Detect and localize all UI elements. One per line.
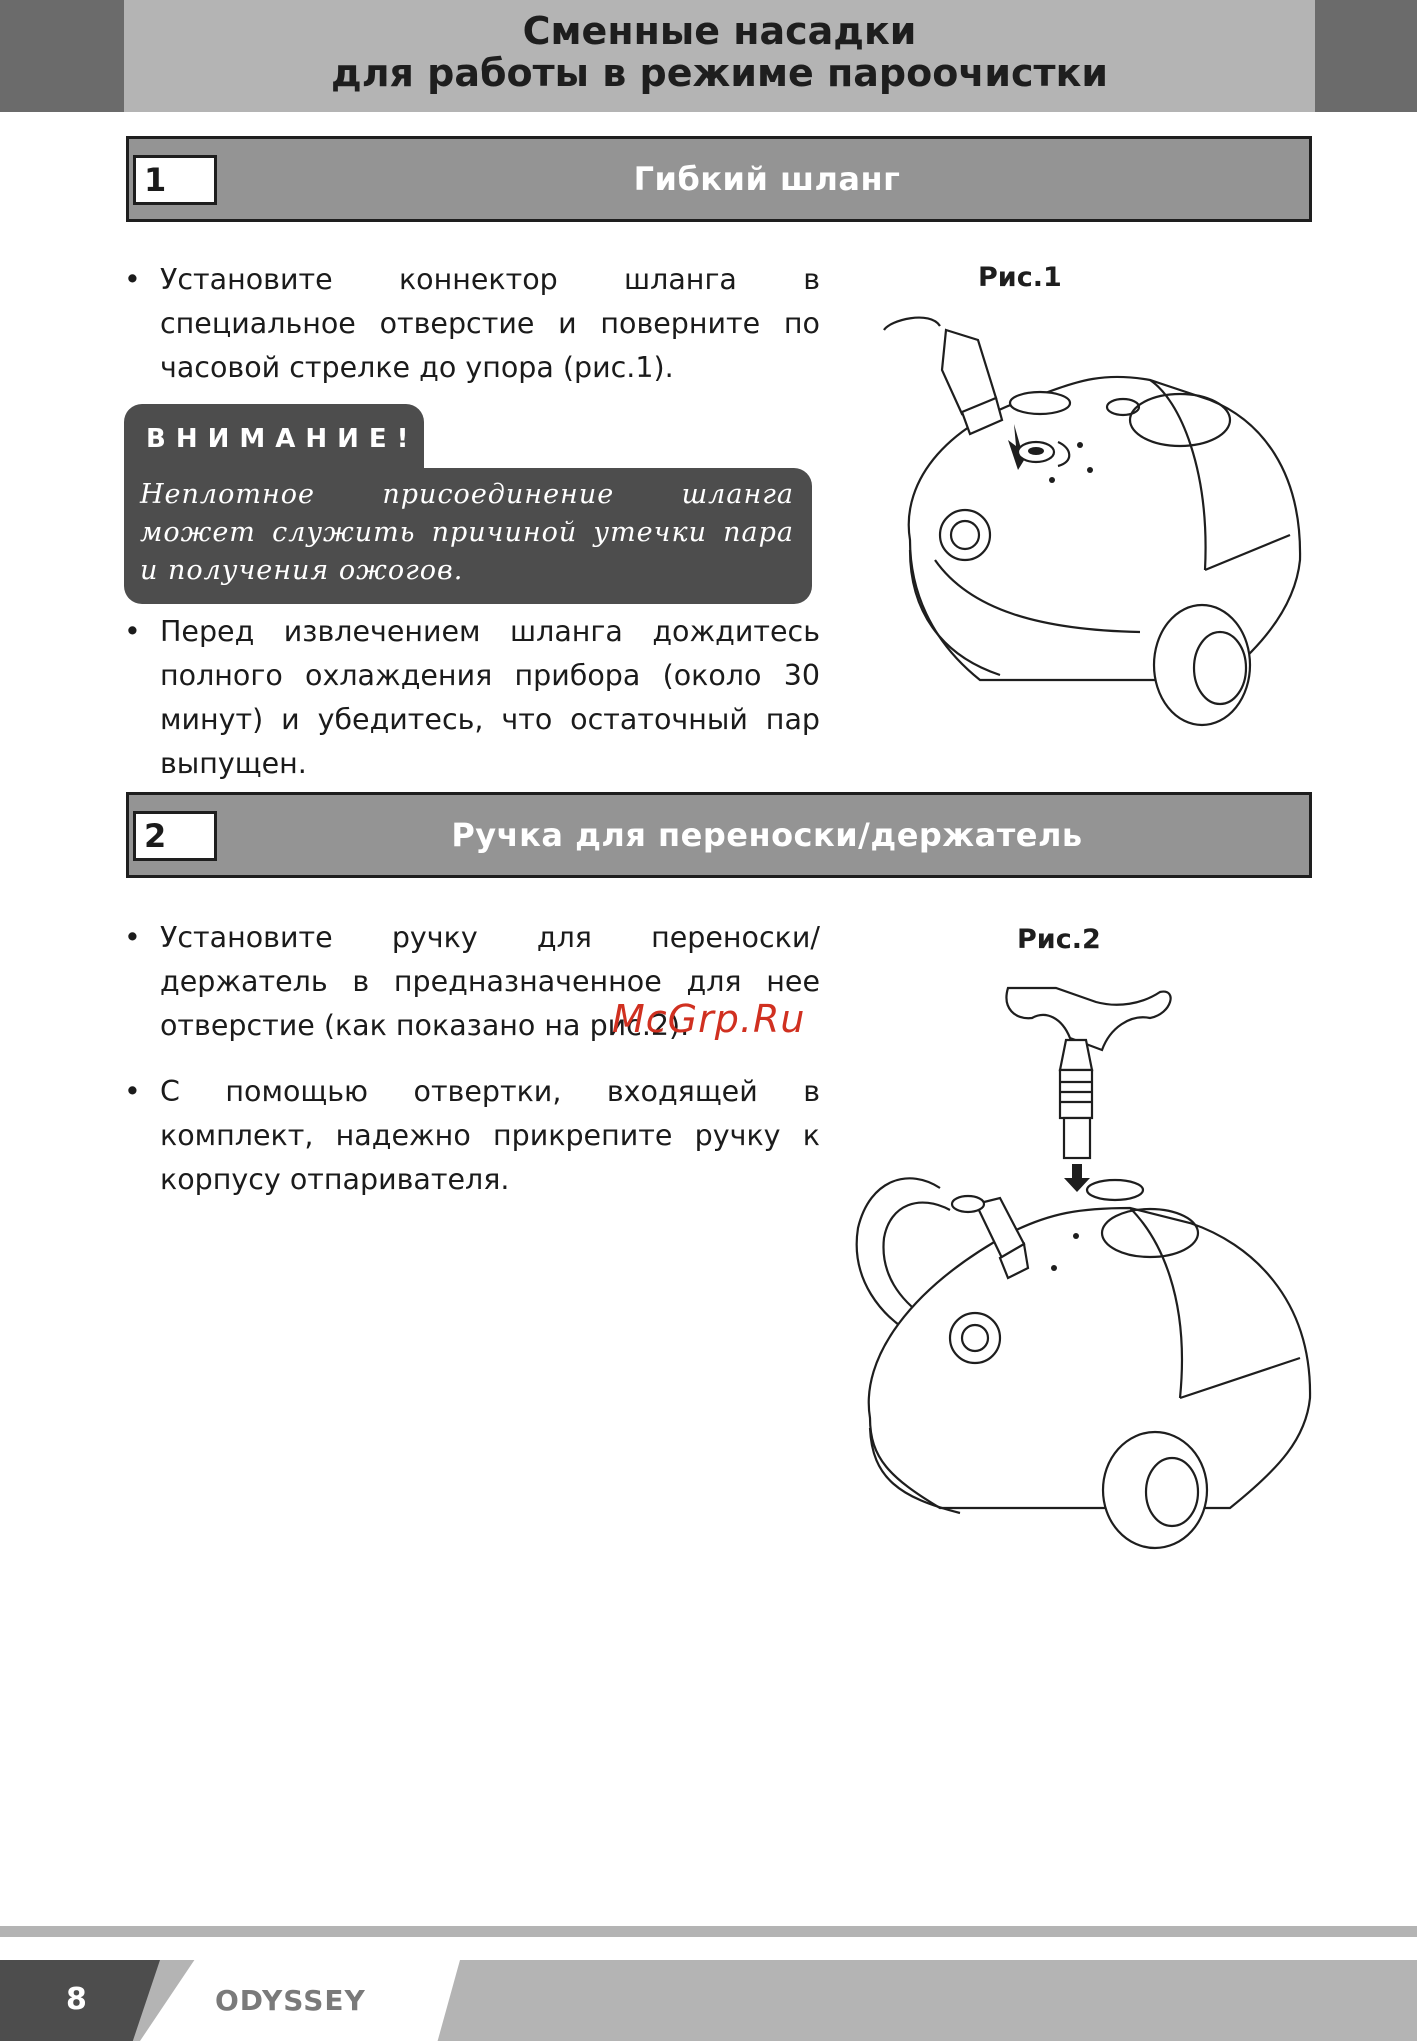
warning-text: Неплотное присоединение шланга может служить причиной утечки пара и получения ожогов. <box>140 479 794 586</box>
section-2-bullet-2: С помощью отвертки, входящей в комплект, надежно прикрепите ручку к корпусу отпаривателя. <box>160 1075 820 1196</box>
watermark: McGrp.Ru <box>612 997 806 1041</box>
bullet-icon: • <box>124 263 141 296</box>
list-item <box>122 1070 820 1202</box>
section-1-number: 1 <box>133 155 217 205</box>
carry-handle-drawing <box>1007 988 1171 1197</box>
figure-2-steamer-illustration <box>850 978 1320 1548</box>
section-1-bullet-1: Установите коннектор шланга в специальное отверстие и поверните по часовой стрелке до упора (рис.1). <box>160 263 820 384</box>
figure-1-steamer-illustration <box>890 310 1310 730</box>
page-number: 8 <box>66 1982 87 2017</box>
figure-2-label: Рис.2 <box>1017 924 1101 955</box>
page-title-line1: Сменные насадки <box>522 9 917 53</box>
header-right-block <box>1315 0 1417 112</box>
section-2-header <box>126 792 1312 878</box>
page-title-line2: для работы в режиме пароочистки <box>331 51 1108 95</box>
bullet-icon: • <box>124 921 141 954</box>
list-item <box>122 258 820 390</box>
section-2-bullets <box>122 916 820 1202</box>
figure-1-label: Рис.1 <box>978 262 1062 293</box>
bullet-icon: • <box>124 615 141 648</box>
footer-rule <box>0 1926 1417 1937</box>
section-2-number: 2 <box>133 811 217 861</box>
page-title <box>124 10 1315 94</box>
list-item <box>122 610 820 786</box>
section-1-header <box>126 136 1312 222</box>
warning-label: ВНИМАНИЕ! <box>146 424 419 454</box>
section-1-bullets-bottom <box>122 610 820 786</box>
section-2-title: Ручка для переноски/держатель <box>451 816 1083 854</box>
steamer-body-drawing <box>857 1178 1310 1548</box>
brand-name: ODYSSEY <box>215 1984 366 2017</box>
header-left-block <box>0 0 124 112</box>
section-1-title: Гибкий шланг <box>633 160 901 198</box>
section-1-bullets-top <box>122 258 820 390</box>
bullet-icon: • <box>124 1075 141 1108</box>
section-2-bullet-1: Установите ручку для переноски/держатель в предназначенное для нее отверстие (как показано на рис.2). <box>160 921 820 1042</box>
section-1-bullet-2: Перед извлечением шланга дождитесь полного охлаждения прибора (около 30 минут) и убедитесь, что остаточный пар выпущен. <box>160 615 820 780</box>
